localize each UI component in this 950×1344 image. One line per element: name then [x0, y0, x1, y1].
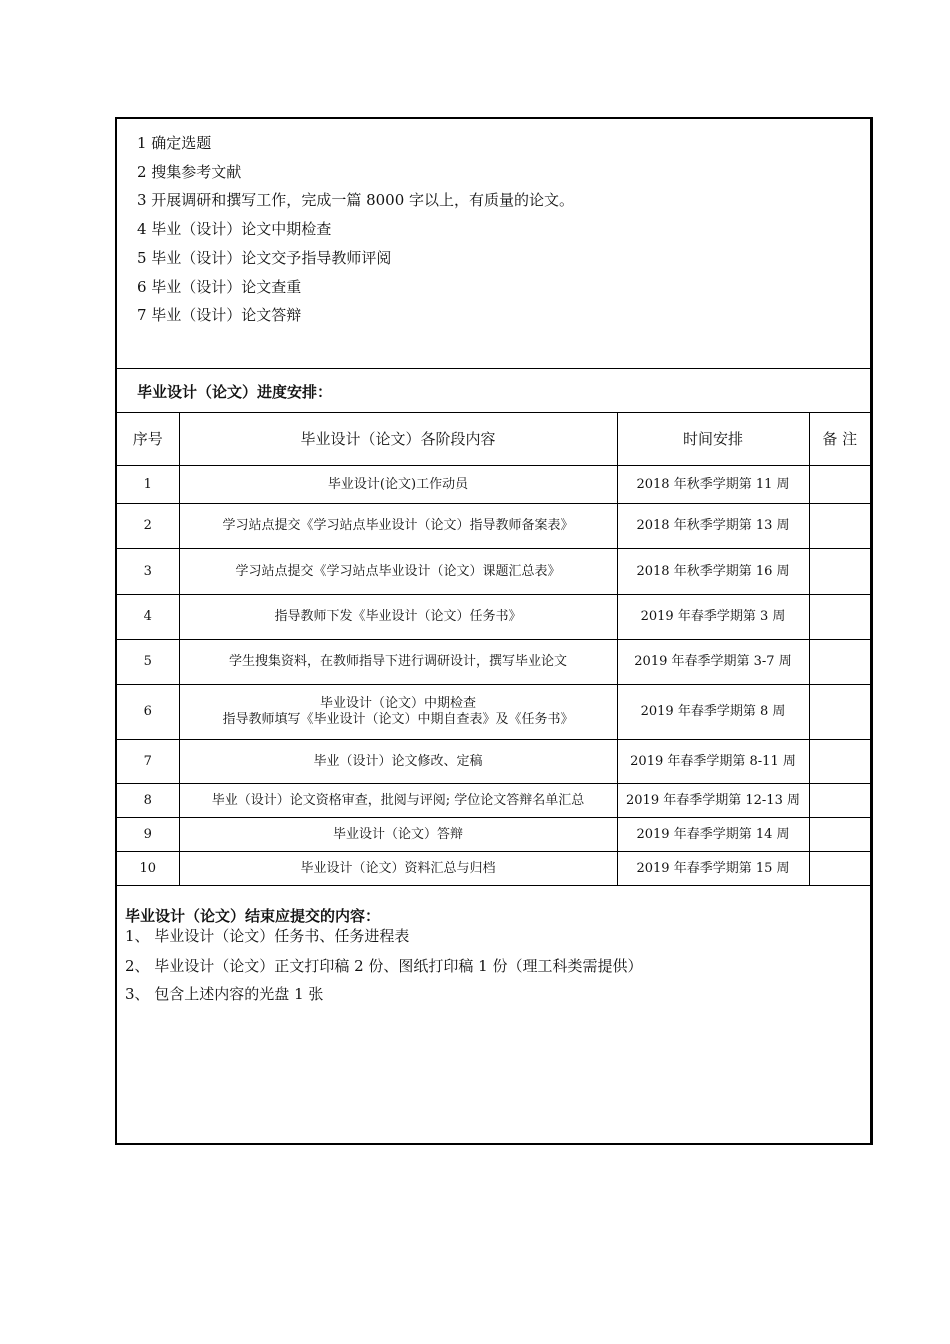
- row-no: 1: [117, 466, 179, 504]
- row-content: 毕业（设计）论文资格审查，批阅与评阅; 学位论文答辩名单汇总: [179, 784, 617, 818]
- row-time: 2018 年秋季学期第 16 周: [617, 549, 809, 595]
- row-note: [809, 640, 870, 685]
- row-note: [809, 685, 870, 740]
- row-note: [809, 504, 870, 549]
- task-step: 1 确定选题: [137, 134, 212, 152]
- row-time: 2018 年秋季学期第 13 周: [617, 504, 809, 549]
- header-note: 备 注: [809, 412, 870, 466]
- table-row: [117, 852, 870, 886]
- table-header-row: [117, 412, 870, 466]
- row-time: 2019 年春季学期第 3-7 周: [617, 640, 809, 685]
- header-time: 时间安排: [617, 412, 809, 466]
- row-content-line: 指导教师填写《毕业设计（论文）中期自查表》及《任务书》: [222, 712, 574, 727]
- row-note: [809, 852, 870, 886]
- row-time: 2019 年春季学期第 8 周: [617, 685, 809, 740]
- row-time: 2019 年春季学期第 12-13 周: [617, 784, 809, 818]
- row-note: [809, 466, 870, 504]
- submission-section: [125, 906, 642, 1008]
- task-steps-list: [137, 129, 574, 330]
- table-row: [117, 640, 870, 685]
- table-row: [117, 466, 870, 504]
- row-no: 10: [117, 852, 179, 886]
- row-content: 毕业设计（论文）答辩: [179, 818, 617, 852]
- submission-item: 3、 包含上述内容的光盘 1 张: [125, 985, 324, 1003]
- row-no: 8: [117, 784, 179, 818]
- task-step: 7 毕业（设计）论文答辩: [137, 306, 302, 325]
- row-content: 学习站点提交《学习站点毕业设计（论文）课题汇总表》: [179, 549, 617, 595]
- row-note: [809, 549, 870, 595]
- table-row: [117, 595, 870, 640]
- submission-list: [125, 926, 642, 1008]
- schedule-title: 毕业设计（论文）进度安排：: [137, 383, 333, 401]
- task-step: 3 开展调研和撰写工作，完成一篇 8000 字以上，有质量的论文。: [137, 191, 575, 210]
- row-time: 2019 年春季学期第 15 周: [617, 852, 809, 886]
- row-content: 学生搜集资料，在教师指导下进行调研设计，撰写毕业论文: [179, 640, 617, 685]
- row-content: 毕业设计（论文）资料汇总与归档: [179, 852, 617, 886]
- table-row: [117, 549, 870, 595]
- table-row: [117, 740, 870, 784]
- task-step: 6 毕业（设计）论文查重: [137, 277, 302, 296]
- row-no: 2: [117, 504, 179, 549]
- row-note: [809, 595, 870, 640]
- submission-item: 1、 毕业设计（论文）任务书、任务进程表: [125, 927, 410, 945]
- row-no: 5: [117, 640, 179, 685]
- task-step: 4 毕业（设计）论文中期检查: [137, 220, 332, 239]
- row-content: 毕业（设计）论文修改、定稿: [179, 740, 617, 784]
- submission-title: 毕业设计（论文）结束应提交的内容：: [125, 907, 381, 925]
- task-step: 5 毕业（设计）论文交予指导教师评阅: [137, 248, 392, 267]
- row-no: 7: [117, 740, 179, 784]
- table-row: [117, 685, 870, 740]
- row-content-line: 毕业设计（论文）中期检查: [319, 696, 476, 711]
- row-no: 9: [117, 818, 179, 852]
- header-content: 毕业设计（论文）各阶段内容: [179, 412, 617, 466]
- row-time: 2019 年春季学期第 8-11 周: [617, 740, 809, 784]
- schedule-table: [117, 412, 870, 886]
- form-frame: [115, 117, 873, 1145]
- row-note: [809, 740, 870, 784]
- row-time: 2019 年春季学期第 14 周: [617, 818, 809, 852]
- task-step: 2 搜集参考文献: [137, 162, 242, 181]
- table-row: [117, 784, 870, 818]
- row-time: 2019 年春季学期第 3 周: [617, 595, 809, 640]
- row-content: 学习站点提交《学习站点毕业设计（论文）指导教师备案表》: [179, 504, 617, 549]
- row-time: 2018 年秋季学期第 11 周: [617, 466, 809, 504]
- table-row: [117, 504, 870, 549]
- row-no: 4: [117, 595, 179, 640]
- submission-item: 2、 毕业设计（论文）正文打印稿 2 份、图纸打印稿 1 份（理工科类需提供）: [125, 957, 643, 975]
- table-row: [117, 818, 870, 852]
- row-content: 毕业设计(论文)工作动员: [179, 466, 617, 504]
- row-note: [809, 818, 870, 852]
- row-content: [179, 685, 617, 740]
- row-no: 6: [117, 685, 179, 740]
- section-divider: [117, 368, 870, 369]
- row-content: 指导教师下发《毕业设计（论文）任务书》: [179, 595, 617, 640]
- header-no: 序号: [117, 412, 179, 466]
- row-note: [809, 784, 870, 818]
- row-no: 3: [117, 549, 179, 595]
